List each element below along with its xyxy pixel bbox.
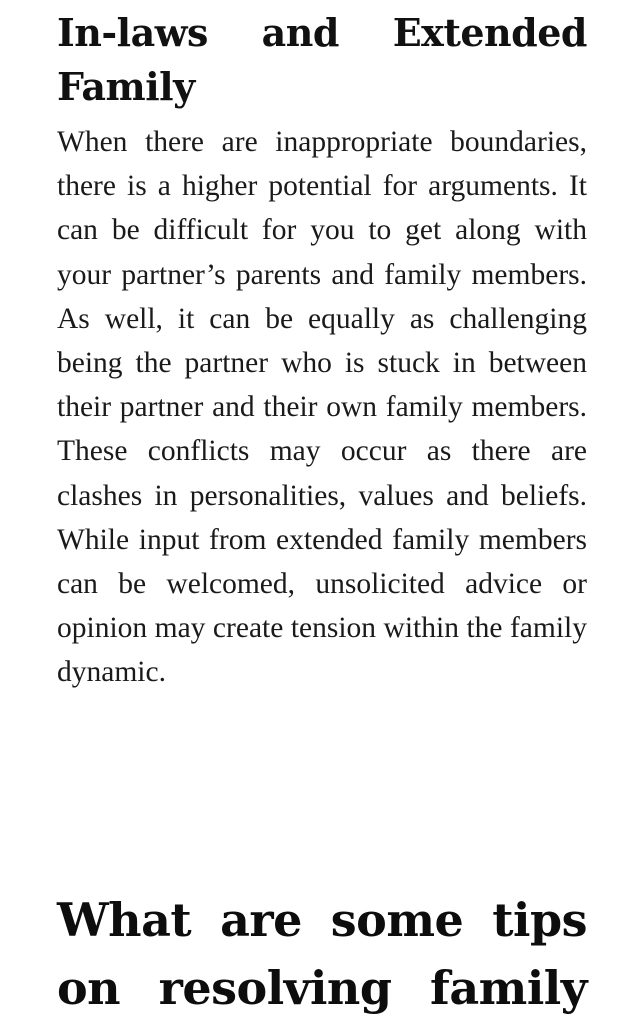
section-heading-in-laws: In-laws and Extended Family <box>57 10 587 109</box>
next-section-heading: What are some tips on resolving family <box>57 893 587 1015</box>
section-paragraph: When there are inappropriate boundaries, there is a higher potential for arguments. It can be difficult for you to get along with your partner’s parents and family members. As well, it can be equally as challenging being the partner who is stuck in between their partner and their own family members. These conflicts may occur as there are clashes in personalities, values and beliefs. While input from extended family members can be welcomed, unsolicited advice or opinion may create tension within the family dynamic. <box>57 126 587 689</box>
article-content <box>57 0 587 1015</box>
